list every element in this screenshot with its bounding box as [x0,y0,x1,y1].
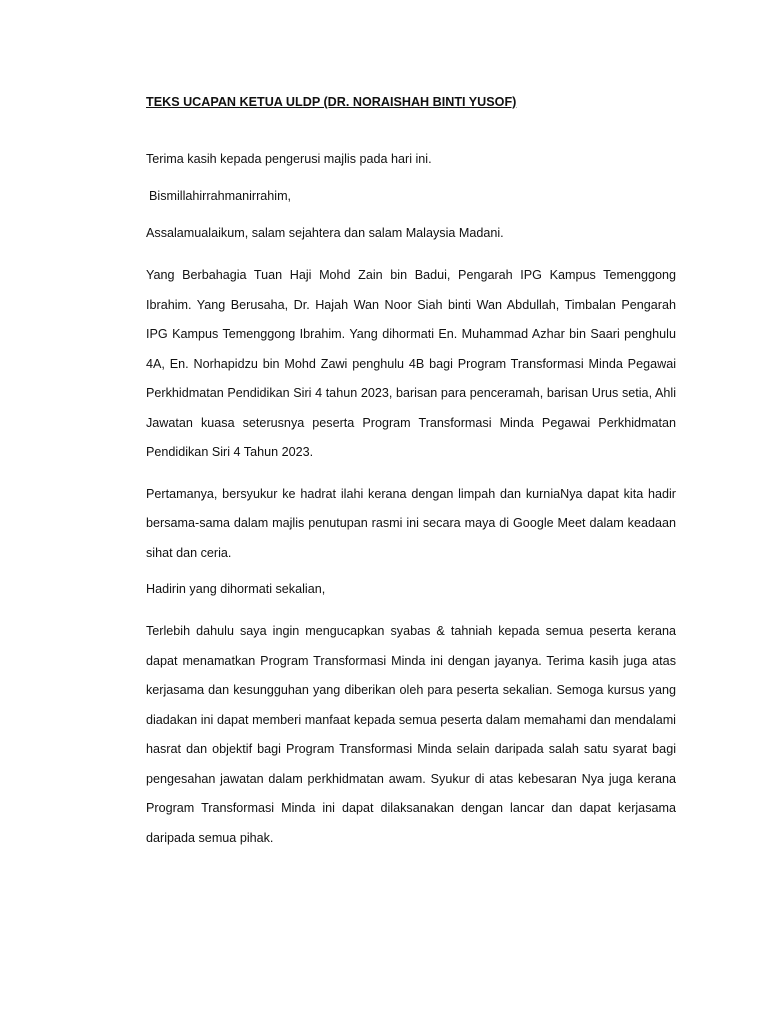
paragraph-congratulations: Terlebih dahulu saya ingin mengucapkan syabas & tahniah kepada semua peserta kerana dapat menamatkan Program Transformasi Minda ini dengan jayanya. Terima kasih juga atas kerjasama dan kesungguhan yang diberikan oleh para peserta sekalian. Semoga kursus yang diadakan ini dapat memberi manfaat kepada semua peserta dalam memahami dan mendalami hasrat dan objektif bagi Program Transformasi Minda selain daripada salah satu syarat bagi pengesahan jawatan dalam perkhidmatan awam. Syukur di atas kebesaran Nya juga kerana Program Transformasi Minda ini dapat dilaksanakan dengan lancar dan dapat kerjasama daripada semua pihak. [146,624,676,845]
paragraph-bismillah: Bismillahirrahmanirrahim, [149,189,292,203]
paragraph-greeting: Assalamualaikum, salam sejahtera dan salam Malaysia Madani. [146,226,504,240]
paragraph-gratitude: Pertamanya, bersyukur ke hadrat ilahi kerana dengan limpah dan kurniaNya dapat kita hadir bersama-sama dalam majlis penutupan rasmi ini secara maya di Google Meet dalam keadaan sihat dan ceria. [146,486,676,560]
document-title: TEKS UCAPAN KETUA ULDP (DR. NORAISHAH BINTI YUSOF) [146,95,517,109]
paragraph-thanks-chair: Terima kasih kepada pengerusi majlis pada hari ini. [146,152,432,166]
document-page [146,93,676,865]
paragraph-audience: Hadirin yang dihormati sekalian, [146,582,326,596]
paragraph-dignitaries: Yang Berbahagia Tuan Haji Mohd Zain bin Badui, Pengarah IPG Kampus Temenggong Ibrahim. Yang Berusaha, Dr. Hajah Wan Noor Siah binti Wan Abdullah, Timbalan Pengarah IPG Kampus Temenggong Ibrahim. Yang dihormati En. Muhammad Azhar bin Saari penghulu 4A, En. Norhapidzu bin Mohd Zawi penghulu 4B bagi Program Transformasi Minda Pegawai Perkhidmatan Pendidikan Siri 4 tahun 2023, barisan para penceramah, barisan Urus setia, Ahli Jawatan kuasa seterusnya peserta Program Transformasi Minda Pegawai Perkhidmatan Pendidikan Siri 4 Tahun 2023. [146,268,676,459]
